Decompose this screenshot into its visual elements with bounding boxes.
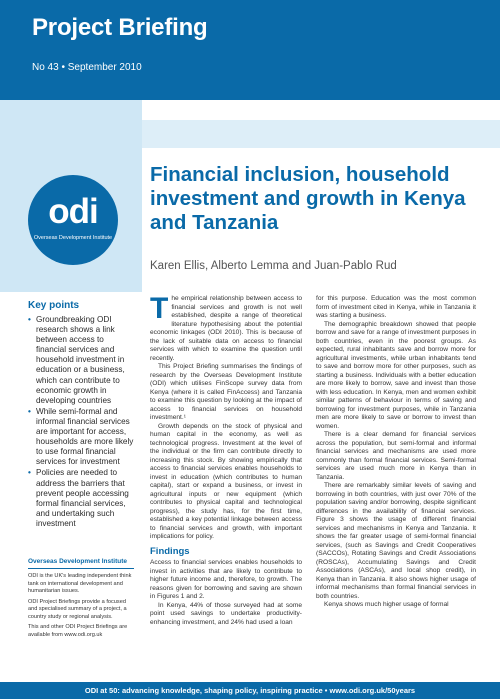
title-accent-band [142, 120, 500, 148]
key-points-heading: Key points [28, 300, 80, 311]
body-paragraph: for this purpose. Education was the most common form of investment cited in Kenya, while in Tanzania it was starting a business. [316, 295, 476, 319]
key-point-item: • While semi-formal and informal financial services are important for access, households are more likely to use formal financial services for investment [28, 407, 134, 468]
body-paragraph: Growth depends on the stock of physical and human capital in the economy, as well as technological progress. Investment at the level of the individual or the firm can contribute directly to increasing this stock. By showing empirically that access to financial services enables households to invest in education (which contributes to human capital), start or expand a business, or invest in agricultural inputs or new equipment (which contributes to physical capital and technological progress), the study has, for the first time, established a key potential linkage between access to financial services and growth, with important implications for policy. [150, 422, 302, 540]
body-paragraph: In Kenya, 44% of those surveyed had at some point used savings to undertake productivity-enhancing investment, and 24% had used a loan [150, 601, 302, 626]
body-paragraph-text: he empirical relationship between access to financial services and growth is not well established, despite a range of theoretical literature hypothesising about the potential economic linkages (ODI 2010). This is because of the lack of suitable data on access to financial services with which to examine the question until recently. [150, 295, 302, 362]
findings-heading: Findings [150, 545, 190, 557]
odi-info-paragraph: ODI is the UK's leading independent think tank on international development and humanitarian issues. [28, 573, 132, 594]
key-point-item: • Groundbreaking ODI research shows a link between access to financial services and household investment in education or a business, which can contribute to economic growth in developing countries [28, 315, 134, 406]
body-column-1 [150, 292, 302, 627]
odi-info-heading: Overseas Development Institute [28, 558, 134, 569]
series-title: Project Briefing [32, 14, 208, 41]
body-paragraph [150, 292, 302, 363]
odi-logo-text: odi [48, 192, 98, 231]
article-authors: Karen Ellis, Alberto Lemma and Juan-Pablo Rud [150, 260, 397, 272]
odi-logo-subtitle: Overseas Development Institute [33, 235, 113, 241]
key-points-sidebar [28, 300, 134, 530]
header-bar [0, 0, 500, 100]
footer-bar: ODI at 50: advancing knowledge, shaping policy, inspiring practice • www.odi.org.uk/50years [0, 682, 500, 699]
body-paragraph: The demographic breakdown showed that people borrow and save for a range of investment purposes in both countries, even in the poorest groups. As expected, rural inhabitants save and borrow more for agricultural investments, while urban inhabitants tend to save and borrow more for other purposes, such as starting a business. Individuals with a better education are more likely to borrow, save and invest than those with less education. In Kenya, men and women exhibit similar patterns of behaviour in terms of saving and borrowing for investment purposes, while in Tanzania men are more likely to save or borrow to invest than women. [316, 320, 476, 430]
article-title: Financial inclusion, household investment and growth in Kenya and Tanzania [150, 163, 466, 234]
body-paragraph: Access to financial services enables households to invest in activities that are likely to contribute to higher future income and, therefore, to growth. The reasons given for borrowing and saving are shown in Figures 1 and 2. [150, 559, 302, 600]
drop-cap: T [150, 292, 169, 325]
body-paragraph: There are remarkably similar levels of saving and borrowing in both countries, with just over 70% of the population saving and/or borrowing, despite significant differences in the availability of financial services. Figure 3 shows the usage of different financial services and mechanisms in Kenya and Tanzania. It shows the far greater usage of semi-formal financial services, (such as Savings and Credit Cooperatives (SACCOs), Rotating Savings and Credit Associations (ROSCAs), Accumulating Savings and Credit Associations (ASCAs), and local shop credit), in Kenya than in Tanzania. It also shows higher usage of informal mechanisms than formal financial services in both countries. [316, 482, 476, 600]
issue-number: No 43 • September 2010 [32, 62, 142, 73]
body-paragraph: Kenya shows much higher usage of formal [324, 601, 449, 608]
odi-info-paragraph: ODI Project Briefings provide a focused and specialised summary of a project, a country study or regional analysis. [28, 598, 127, 620]
body-column-2 [316, 295, 476, 610]
key-points-list [28, 315, 134, 529]
odi-logo [28, 175, 118, 265]
body-paragraph: This Project Briefing summarises the findings of research by the Overseas Development Institute (ODI) which utilises FinScope survey data from Kenya (where it is called FinAccess) and Tanzania to examine this question by looking at the impact of access to financial services on household investment.¹ [150, 363, 302, 421]
key-point-item: • Policies are needed to address the barriers that prevent people accessing formal financial services, and undertaking such investment [28, 468, 134, 529]
odi-info-box [28, 558, 134, 642]
odi-info-paragraph: This and other ODI Project Briefings are available from www.odi.org.uk [28, 624, 128, 638]
body-paragraph: There is a clear demand for financial services across the population, but semi-formal and informal financial services and mechanisms are used more commonly than formal financial services. Semi-formal services are used much more in Kenya than in Tanzania. [316, 431, 476, 481]
